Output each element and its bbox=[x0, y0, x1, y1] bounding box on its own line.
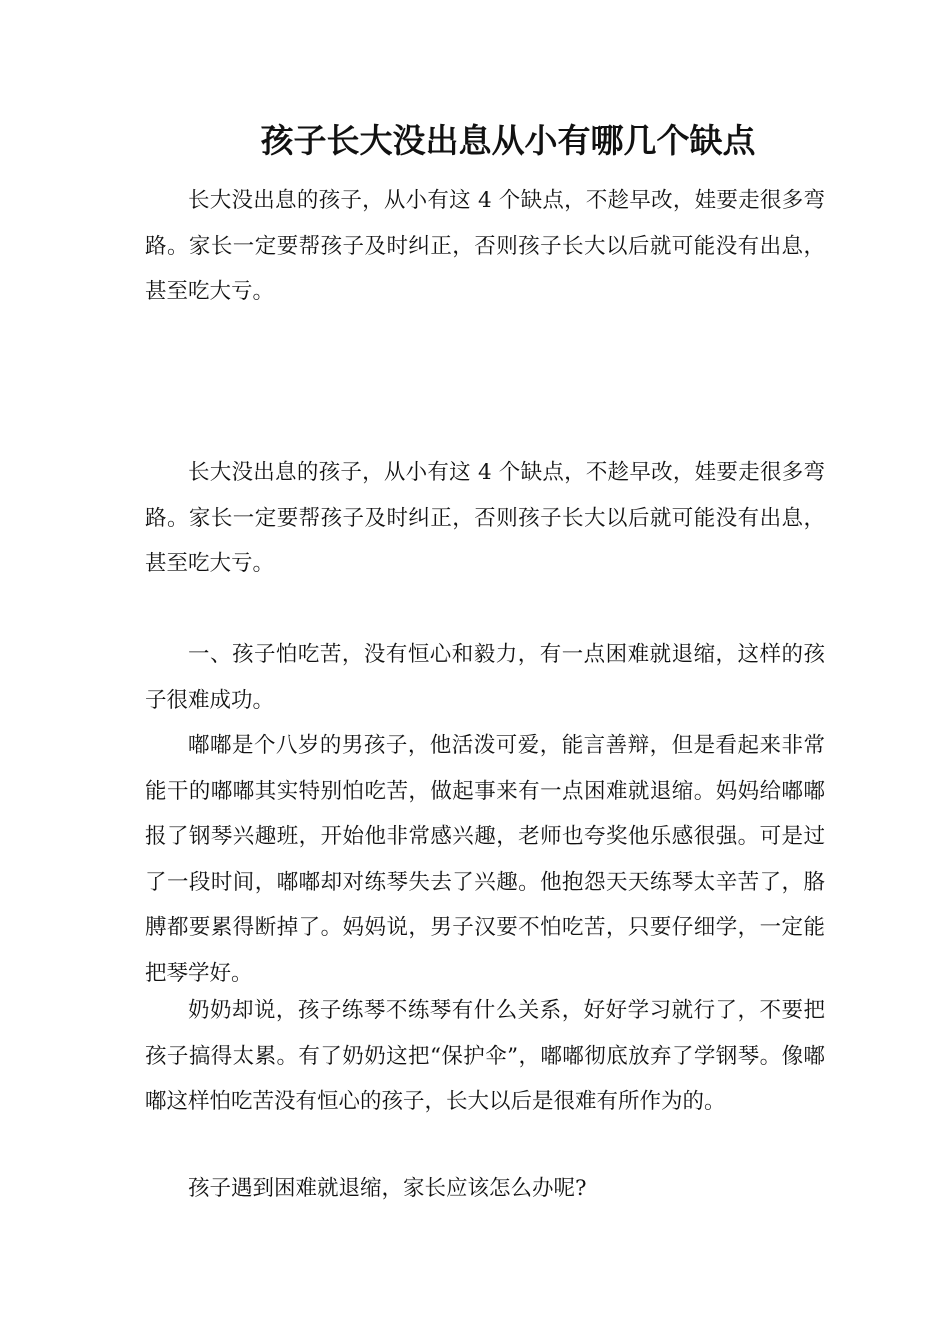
paragraph-question: 孩子遇到困难就退缩，家长应该怎么办呢? bbox=[188, 1176, 587, 1201]
section-heading-1: 一、孩子怕吃苦，没有恒心和毅力，有一点困难就退缩，这样的孩子很难成功。 bbox=[145, 642, 825, 713]
document-title: 孩子长大没出息从小有哪几个缺点 bbox=[260, 121, 756, 160]
paragraph-intro-repeat: 长大没出息的孩子，从小有这 4 个缺点，不趁早改，娃要走很多弯路。家长一定要帮孩子及时纠正，否则孩子长大以后就可能没有出息，甚至吃大亏。 bbox=[145, 460, 825, 576]
paragraph-intro: 长大没出息的孩子，从小有这 4 个缺点，不趁早改，娃要走很多弯路。家长一定要帮孩子及时纠正，否则孩子长大以后就可能没有出息，甚至吃大亏。 bbox=[145, 188, 825, 304]
paragraph-dudu-story: 嘟嘟是个八岁的男孩子，他活泼可爱，能言善辩，但是看起来非常能干的嘟嘟其实特别怕吃苦，做起事来有一点困难就退缩。妈妈给嘟嘟报了钢琴兴趣班，开始他非常感兴趣，老师也夸奖他乐感很强。可是过了一段时间，嘟嘟却对练琴失去了兴趣。他抱怨天天练琴太辛苦了，胳膊都要累得断掉了。妈妈说，男子汉要不怕吃苦，只要仔细学，一定能把琴学好。 bbox=[145, 733, 825, 986]
paragraph-grandma: 奶奶却说，孩子练琴不练琴有什么关系，好好学习就行了，不要把孩子搞得太累。有了奶奶这把“保护伞”，嘟嘟彻底放弃了学钢琴。像嘟嘟这样怕吃苦没有恒心的孩子，长大以后是很难有所作为的。 bbox=[145, 998, 825, 1114]
